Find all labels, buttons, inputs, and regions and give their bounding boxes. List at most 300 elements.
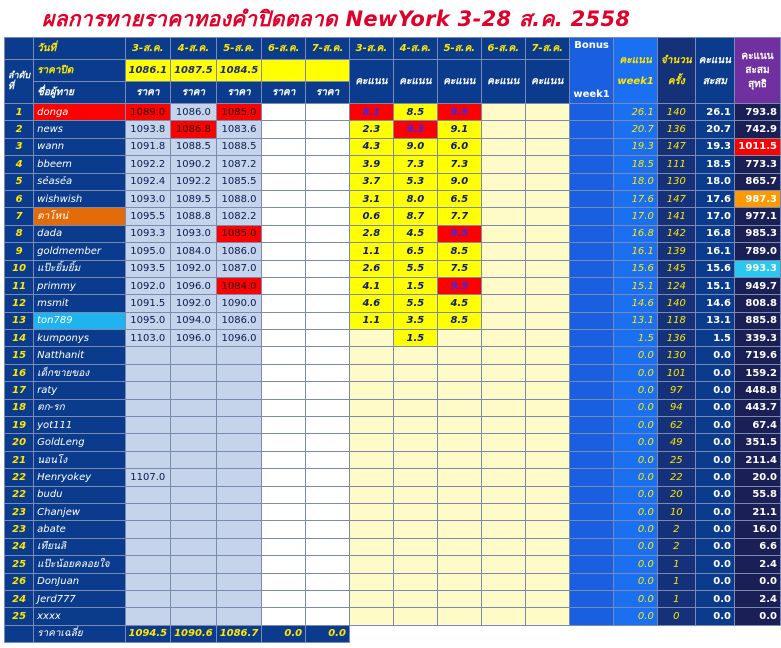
score-cell [481, 434, 525, 451]
count-cell: 136 [657, 330, 695, 347]
prediction-cell [306, 243, 350, 260]
cum-score: 949.7 [734, 277, 780, 294]
member-name: raty [34, 382, 125, 399]
prediction-cell [216, 521, 262, 538]
score-cell [437, 556, 481, 573]
score-cell [525, 138, 569, 155]
table-row [5, 486, 781, 503]
table-row [5, 590, 781, 607]
week1-score: 0.0 [614, 573, 657, 590]
score-cell [525, 121, 569, 138]
score-cell: 4.5 [437, 295, 481, 312]
prediction-cell [125, 434, 171, 451]
prediction-cell [306, 608, 350, 625]
score-cell [393, 399, 437, 416]
bonus-cell [569, 503, 614, 520]
empty-cell [734, 625, 780, 642]
prediction-cell: 1092.0 [171, 295, 217, 312]
week1-score: 15.6 [614, 260, 657, 277]
score-cell [393, 503, 437, 520]
rank-cell: 17 [5, 382, 34, 399]
prediction-cell [171, 434, 217, 451]
empty-cell [657, 625, 695, 642]
prediction-cell [262, 173, 306, 190]
week1-score: 0.0 [614, 382, 657, 399]
prediction-cell: 1095.0 [125, 312, 171, 329]
prediction-cell: 1088.8 [171, 208, 217, 225]
total-score: 20.7 [695, 121, 734, 138]
member-name: เด็กขายของ [34, 364, 125, 381]
table-row [5, 538, 781, 555]
count-cell: 97 [657, 382, 695, 399]
prediction-cell [306, 538, 350, 555]
score-cell [481, 243, 525, 260]
bonus-cell [569, 173, 614, 190]
score-cell [481, 573, 525, 590]
prediction-cell [306, 104, 350, 121]
table-row [5, 208, 781, 225]
date-header: 3-ส.ค. [125, 38, 171, 60]
score-cell [525, 190, 569, 207]
prediction-cell [125, 451, 171, 468]
member-name: primmy [34, 277, 125, 294]
bonus-cell [569, 573, 614, 590]
score-cell [393, 486, 437, 503]
score-cell [481, 608, 525, 625]
prediction-cell: 1092.4 [125, 173, 171, 190]
table-row [5, 573, 781, 590]
score-cell [393, 451, 437, 468]
prediction-cell: 1096.0 [216, 330, 262, 347]
score-cell: 5.5 [393, 295, 437, 312]
prediction-cell [306, 208, 350, 225]
rank-cell: 9 [5, 243, 34, 260]
score-cell: 9.5 [437, 104, 481, 121]
prediction-cell [262, 486, 306, 503]
date-header: 6-ส.ค. [262, 38, 306, 60]
results-table [4, 37, 781, 643]
count-cell: 136 [657, 121, 695, 138]
member-name: ตาโหน่ [34, 208, 125, 225]
score-cell [481, 260, 525, 277]
cum-score: 159.2 [734, 364, 780, 381]
week1-score: 13.1 [614, 312, 657, 329]
rank-cell: 10 [5, 260, 34, 277]
prediction-cell [262, 104, 306, 121]
count-cell: 20 [657, 486, 695, 503]
score-cell [349, 417, 393, 434]
rank-cell: 22 [5, 486, 34, 503]
prediction-cell [216, 573, 262, 590]
rank-cell: 8 [5, 225, 34, 242]
rank-cell: 11 [5, 277, 34, 294]
prediction-cell: 1086.0 [216, 243, 262, 260]
rank-cell: 5 [5, 173, 34, 190]
prediction-cell: 1084.0 [216, 277, 262, 294]
bonus-cell [569, 382, 614, 399]
table-row [5, 295, 781, 312]
empty-cell [614, 625, 657, 642]
score-header: คะแนน [349, 60, 393, 104]
score-cell [481, 173, 525, 190]
table-row [5, 104, 781, 121]
count-cell: 25 [657, 451, 695, 468]
prediction-cell: 1082.2 [216, 208, 262, 225]
prediction-cell [262, 190, 306, 207]
score-cell: 5.3 [393, 173, 437, 190]
prediction-cell [125, 417, 171, 434]
score-cell [525, 417, 569, 434]
score-cell [481, 156, 525, 173]
prediction-cell [216, 364, 262, 381]
price-header: ราคา [216, 82, 262, 104]
member-name: Natthanit [34, 347, 125, 364]
cum-score: 339.3 [734, 330, 780, 347]
prediction-cell [125, 573, 171, 590]
score-cell [393, 417, 437, 434]
score-cell [525, 503, 569, 520]
count-cell: 1 [657, 590, 695, 607]
prediction-cell [306, 469, 350, 486]
week1-score: 0.0 [614, 399, 657, 416]
prediction-cell [125, 486, 171, 503]
prediction-cell [262, 243, 306, 260]
score-cell: 1.5 [393, 330, 437, 347]
score-cell [525, 486, 569, 503]
prediction-cell: 1095.0 [125, 243, 171, 260]
score-cell [393, 364, 437, 381]
prediction-cell [306, 573, 350, 590]
table-row [5, 173, 781, 190]
count-cell: 139 [657, 243, 695, 260]
member-name: news [34, 121, 125, 138]
bonus-cell [569, 190, 614, 207]
table-row [5, 451, 781, 468]
rank-cell: 12 [5, 295, 34, 312]
score-cell [525, 156, 569, 173]
rank-cell: 25 [5, 608, 34, 625]
prediction-cell [216, 590, 262, 607]
prediction-cell [262, 521, 306, 538]
prediction-cell [306, 295, 350, 312]
score-cell [437, 399, 481, 416]
total-score: 18.5 [695, 156, 734, 173]
score-cell [481, 556, 525, 573]
score-cell [481, 225, 525, 242]
cum-score: 211.4 [734, 451, 780, 468]
score-cell [437, 347, 481, 364]
score-date-header: 3-ส.ค. [349, 38, 393, 60]
count-cell: 147 [657, 138, 695, 155]
table-row [5, 503, 781, 520]
score-cell [437, 434, 481, 451]
score-cell [437, 486, 481, 503]
close-price: 1086.1 [125, 60, 171, 82]
member-name: Henryokey [34, 469, 125, 486]
count-cell: 62 [657, 417, 695, 434]
prediction-cell [125, 608, 171, 625]
score-cell: 4.6 [349, 295, 393, 312]
prediction-cell [262, 590, 306, 607]
score-cell: 7.3 [437, 156, 481, 173]
close-price [262, 60, 306, 82]
empty-cell [437, 625, 481, 642]
week1-score: 0.0 [614, 434, 657, 451]
rank-cell: 22 [5, 469, 34, 486]
score-cell [525, 225, 569, 242]
table-row [5, 225, 781, 242]
prediction-cell [171, 538, 217, 555]
score-cell [393, 590, 437, 607]
cum-score: 2.4 [734, 556, 780, 573]
prediction-cell [262, 260, 306, 277]
cum-score: 885.8 [734, 312, 780, 329]
total-score: 19.3 [695, 138, 734, 155]
table-row [5, 121, 781, 138]
prediction-cell: 1091.5 [125, 295, 171, 312]
score-cell: 2.6 [349, 260, 393, 277]
bonus-cell [569, 330, 614, 347]
score-cell [525, 469, 569, 486]
prediction-cell [216, 486, 262, 503]
score-cell: 2.8 [349, 225, 393, 242]
score-cell [481, 104, 525, 121]
prediction-cell [262, 434, 306, 451]
score-cell [525, 312, 569, 329]
score-cell [525, 364, 569, 381]
score-cell: 6.5 [437, 190, 481, 207]
score-cell [481, 521, 525, 538]
price-header: ราคา [262, 82, 306, 104]
score-cell [525, 173, 569, 190]
score-cell: 8.5 [437, 312, 481, 329]
total-score: 17.0 [695, 208, 734, 225]
table-row [5, 434, 781, 451]
total-score: 0.0 [695, 521, 734, 538]
score-cell: 8.5 [437, 243, 481, 260]
score-cell [525, 590, 569, 607]
prediction-cell [216, 538, 262, 555]
empty-cell [349, 625, 393, 642]
score-cell [481, 503, 525, 520]
member-name: ton789 [34, 312, 125, 329]
score-cell [481, 590, 525, 607]
bonus-cell [569, 608, 614, 625]
prediction-cell [216, 451, 262, 468]
count-cell: 147 [657, 190, 695, 207]
week1-score: 16.8 [614, 225, 657, 242]
prediction-cell [125, 538, 171, 555]
cum-score: 793.8 [734, 104, 780, 121]
close-price [306, 60, 350, 82]
score-cell [525, 521, 569, 538]
bonus-cell [569, 277, 614, 294]
score-cell [525, 347, 569, 364]
member-name: นอนโง [34, 451, 125, 468]
prediction-cell [216, 399, 262, 416]
score-cell: 6.5 [393, 243, 437, 260]
total-score: 13.1 [695, 312, 734, 329]
prediction-cell [262, 156, 306, 173]
prediction-cell [171, 382, 217, 399]
prediction-cell [306, 121, 350, 138]
prediction-cell [306, 156, 350, 173]
score-cell [437, 538, 481, 555]
prediction-cell [171, 486, 217, 503]
week1-score: 0.0 [614, 503, 657, 520]
bonus-cell [569, 556, 614, 573]
price-header: ราคา [125, 82, 171, 104]
cum-score: 865.7 [734, 173, 780, 190]
score-cell [393, 434, 437, 451]
member-name: goldmember [34, 243, 125, 260]
table-row [5, 156, 781, 173]
table-row [5, 277, 781, 294]
score-cell: 6.0 [437, 138, 481, 155]
prediction-cell: 1087.2 [216, 156, 262, 173]
score-cell [525, 295, 569, 312]
score-cell [525, 208, 569, 225]
count-cell: 1 [657, 573, 695, 590]
score-cell [393, 521, 437, 538]
score-cell [481, 538, 525, 555]
prediction-cell [125, 382, 171, 399]
cum-score: 21.1 [734, 503, 780, 520]
prediction-cell: 1094.0 [171, 312, 217, 329]
page-title: ผลการทายราคาทองคำปิดตลาด NewYork 3-28 ส.ค. 2558 [42, 7, 631, 31]
prediction-cell [171, 347, 217, 364]
prediction-cell: 1093.5 [125, 260, 171, 277]
bonus-cell [569, 521, 614, 538]
member-name: abate [34, 521, 125, 538]
score-cell: 1.1 [349, 243, 393, 260]
count-cell: 1 [657, 556, 695, 573]
count-cell: 118 [657, 312, 695, 329]
count-cell: 140 [657, 104, 695, 121]
count-cell: 94 [657, 399, 695, 416]
prediction-cell [306, 521, 350, 538]
score-cell [393, 556, 437, 573]
rank-cell: 4 [5, 156, 34, 173]
score-cell [525, 538, 569, 555]
total-score: 0.0 [695, 538, 734, 555]
bonus-cell [569, 417, 614, 434]
prediction-cell [171, 451, 217, 468]
prediction-cell [262, 573, 306, 590]
total-score: 0.0 [695, 434, 734, 451]
member-name: bbeem [34, 156, 125, 173]
prediction-cell: 1096.0 [171, 277, 217, 294]
member-name: แป๊ะยิ้มยิ้ม [34, 260, 125, 277]
avg-price: 1094.5 [125, 625, 171, 642]
count-label: จำนวน [660, 54, 692, 66]
prediction-cell: 1089.0 [125, 104, 171, 121]
cum-score-header: คะแนนสะสมสุทธิ [734, 38, 780, 104]
prediction-cell [262, 399, 306, 416]
count-cell: 145 [657, 260, 695, 277]
count-cell: 130 [657, 173, 695, 190]
prediction-cell [171, 573, 217, 590]
avg-price: 1086.7 [216, 625, 262, 642]
prediction-cell: 1103.0 [125, 330, 171, 347]
close-price: 1087.5 [171, 60, 217, 82]
score-header: คะแนน [393, 60, 437, 104]
week1-score: 15.1 [614, 277, 657, 294]
total-score: 0.0 [695, 608, 734, 625]
bonus-cell [569, 486, 614, 503]
prediction-cell [306, 364, 350, 381]
empty-cell [525, 625, 569, 642]
bonus-cell [569, 208, 614, 225]
score-cell [437, 451, 481, 468]
score-cell [437, 573, 481, 590]
score-cell: 1.1 [349, 312, 393, 329]
score-cell [437, 382, 481, 399]
score-cell [349, 330, 393, 347]
score-cell [481, 330, 525, 347]
prediction-cell [306, 434, 350, 451]
bonus-label: Bonus [574, 40, 609, 51]
score-cell: 3.5 [393, 312, 437, 329]
rank-cell: 6 [5, 190, 34, 207]
total-score: 0.0 [695, 469, 734, 486]
score-cell [481, 190, 525, 207]
score-cell: 4.3 [349, 138, 393, 155]
date-label: วันที่ [34, 38, 125, 60]
prediction-cell [306, 312, 350, 329]
score-cell [525, 243, 569, 260]
total-score: 1.5 [695, 330, 734, 347]
score-cell: 8.1 [349, 104, 393, 121]
prediction-cell: 1095.5 [125, 208, 171, 225]
prediction-cell [262, 556, 306, 573]
cum-score: 993.3 [734, 260, 780, 277]
score-cell [481, 121, 525, 138]
score-cell [481, 277, 525, 294]
week1-score: 14.6 [614, 295, 657, 312]
week1-score: 0.0 [614, 347, 657, 364]
bonus-cell [569, 260, 614, 277]
week1-score: 20.7 [614, 121, 657, 138]
prediction-cell [262, 451, 306, 468]
count-cell: 111 [657, 156, 695, 173]
member-label: ชื่อผู้ทาย [34, 82, 125, 104]
bonus-cell [569, 364, 614, 381]
times-label: ครั้ง [667, 75, 685, 87]
week1-score-label: คะแนน [619, 54, 652, 66]
total-score: 0.0 [695, 417, 734, 434]
prediction-cell: 1093.8 [125, 121, 171, 138]
score-cell [481, 295, 525, 312]
score-cell [481, 451, 525, 468]
score-header: คะแนน [481, 60, 525, 104]
cum-score: 55.8 [734, 486, 780, 503]
week1-label: week1 [617, 75, 654, 87]
prediction-cell: 1086.0 [171, 104, 217, 121]
rank-cell: 23 [5, 521, 34, 538]
prediction-cell [262, 138, 306, 155]
prediction-cell: 1083.6 [216, 121, 262, 138]
count-cell: 124 [657, 277, 695, 294]
total-score: 15.1 [695, 277, 734, 294]
total-score: 0.0 [695, 590, 734, 607]
week1-score: 0.0 [614, 417, 657, 434]
rank-cell: 3 [5, 138, 34, 155]
score-cell [481, 138, 525, 155]
rank-cell: 1 [5, 104, 34, 121]
score-cell [349, 347, 393, 364]
date-header: 5-ส.ค. [216, 38, 262, 60]
